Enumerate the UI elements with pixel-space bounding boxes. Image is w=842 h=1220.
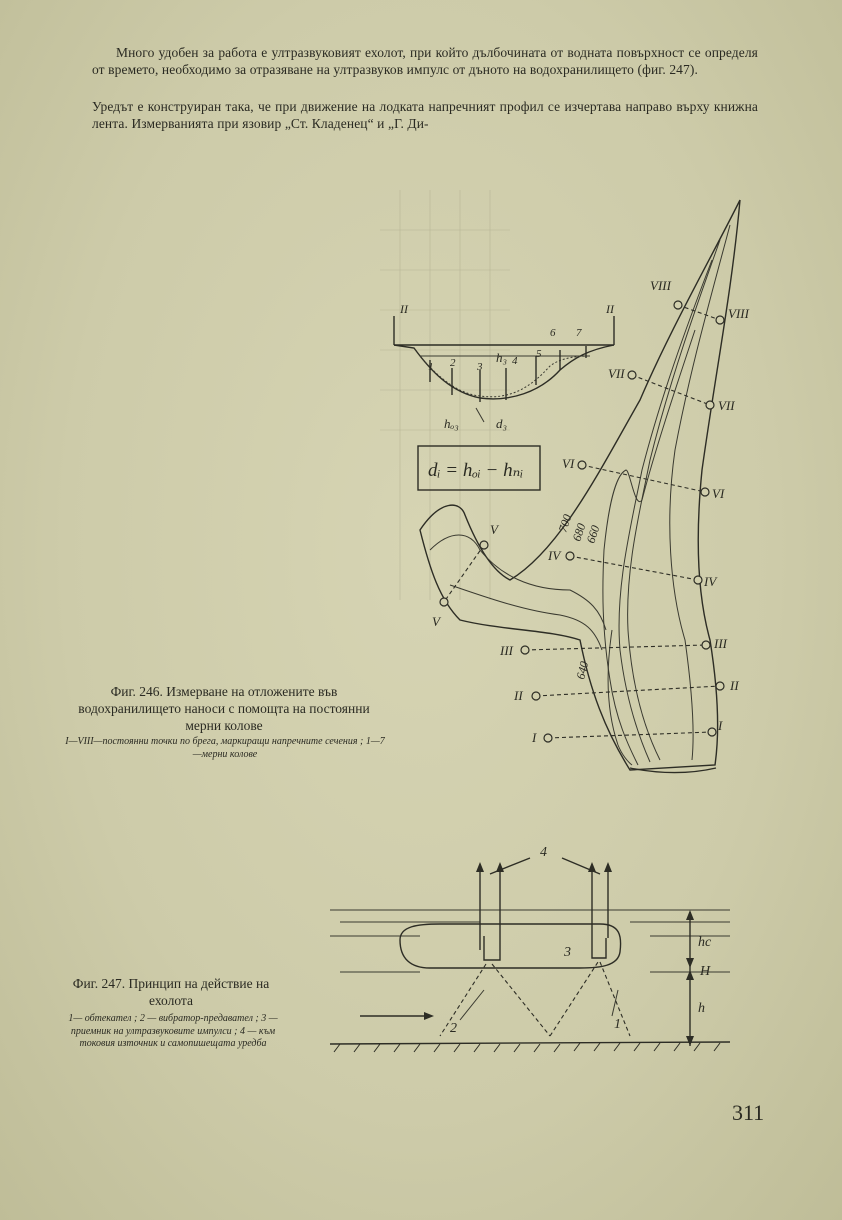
inset-label-right: II [606,302,614,316]
ultrasonic-rays [440,962,630,1036]
stake-2: 2 [450,357,456,369]
label-VI-right: VI [712,486,725,501]
label-IV-right: IV [704,574,717,589]
label-II-right: II [730,678,739,693]
inset-label-left: II [400,302,408,316]
reservoir-bottom [330,1042,730,1044]
label-III-right: III [714,636,727,651]
label-VIII-right: VIII [728,306,749,321]
label-I-left: I [532,730,537,745]
depth-dimensions [686,910,694,1046]
label-V-top: V [490,522,498,537]
label-h: h [698,1001,705,1016]
label-IV-left: IV [548,548,561,563]
label-h3: h₃ [496,350,508,365]
figure-247-legend: 1— обтекател ; 2 — вибратор-предавател ; 3 — приемник на ултразвуковите импулси ; 4 — към токовия източник и самопишещата уредба [68,1013,278,1049]
label-II-left: II [514,688,523,703]
figure-247-diagram [300,840,750,1060]
figure-247-labels [450,845,712,1036]
contour-label-700: 700 [555,512,575,534]
section-line-V [444,545,484,602]
figure-246-caption: Фиг. 246. Измерване на отложените във водохранилището наноси с помощта на постоянни мерни колове [78,684,370,733]
section-labels [432,278,750,745]
contour-label-660: 660 [583,523,603,545]
label-VI-left: VI [562,456,575,471]
label-3: 3 [564,945,571,960]
figure-247-caption: Фиг. 247. Принцип на действие на ехолота [72,976,270,1008]
stake-7: 7 [576,327,582,339]
label-2: 2 [450,1021,457,1036]
cable-arrows [476,858,612,950]
label-hc: hc [698,935,712,950]
stake-5: 5 [536,348,542,360]
stake-1: 1 [428,361,434,373]
section-line-IV [570,556,698,580]
label-VII-right: VII [718,398,735,413]
section-line-I [548,732,712,738]
receiver [592,938,606,958]
contour-labels [556,512,603,680]
stake-3: 3 [477,361,483,373]
boat-motion-arrow [360,1012,434,1020]
label-VIII-left: VIII [650,278,671,293]
section-line-III [525,645,706,650]
water-surface-lines [330,910,730,972]
stake-6: 6 [550,327,556,339]
contour-label-680: 680 [569,521,589,543]
label-d3: d₃ [496,416,508,431]
label-1: 1 [614,1017,621,1032]
paragraph-echo-sounder: Много удобен за работа е ултразвуковият ехолот, при който дълбочината от водната повърхност се определя от времето, необходимо за отразяване на ултразвуков импулс от дъното на водохранилището (фиг. 247). [92,45,758,77]
stake-4: 4 [512,355,518,367]
page-number: 311 [732,1100,765,1125]
cross-section-labels [399,302,615,431]
label-4: 4 [540,845,547,860]
label-III-left: III [500,643,513,658]
label-ho3: hₒ₃ [444,416,459,431]
label-VII-left: VII [608,366,625,381]
label-I-right: I [718,718,723,733]
paragraph-device: Уредът е конструиран така, че при движение на лодката напречният профил се изчертава направо върху книжна лента. Измерванията при язовир „Ст. Кладенец“ и „Г. Ди- [92,99,758,131]
figure-246-diagram [380,170,780,790]
fairing-housing [400,924,621,968]
label-H: H [700,964,711,979]
figure-246-legend: I—VIII—постоянни точки по брега, маркиращи напречните сечения ; 1—7—мерни колове [65,736,385,760]
label-V-bottom: V [432,614,440,629]
reservoir-outer-shore [420,200,740,770]
formula-text: dᵢ = hₒᵢ − hₙᵢ [428,460,524,481]
contour-line-660 [603,330,695,765]
vibrator-transmitter [484,936,500,960]
contour-label-640: 640 [573,659,592,681]
